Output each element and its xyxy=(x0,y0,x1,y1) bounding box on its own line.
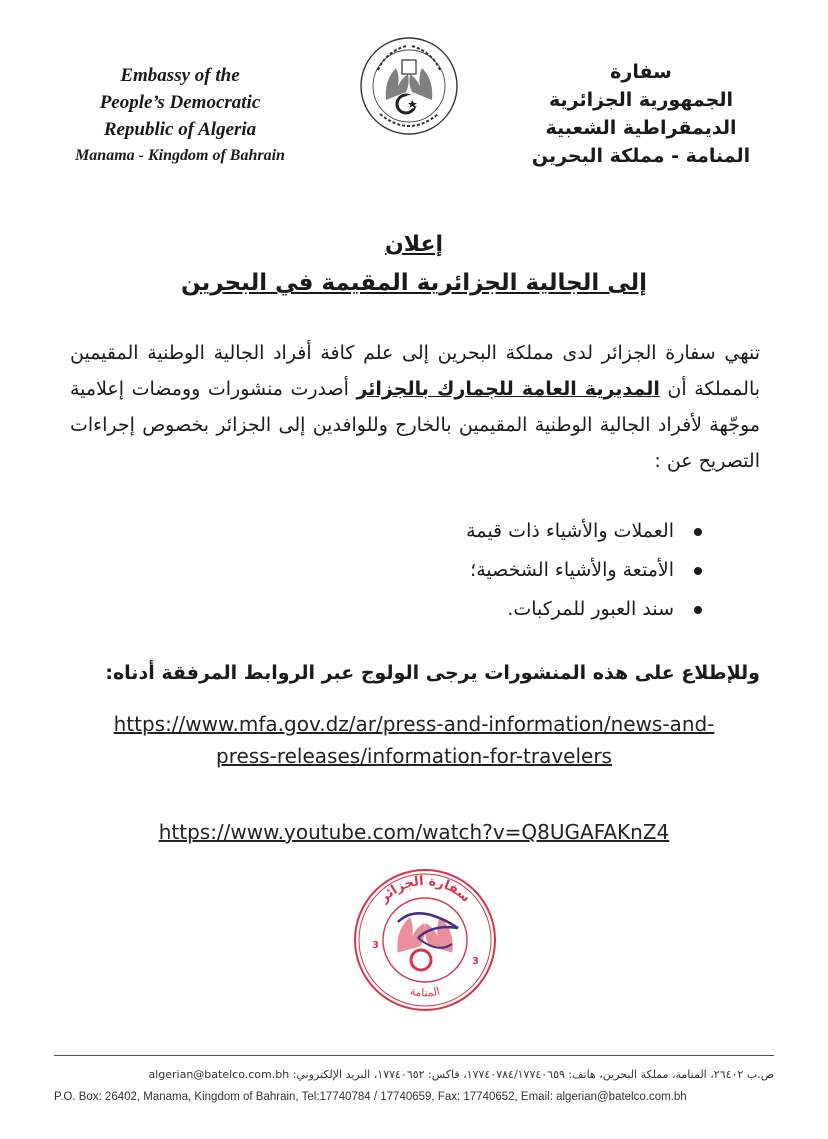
mfa-link-line-1[interactable]: https://www.mfa.gov.dz/ar/press-and-information/news-and- xyxy=(113,712,715,736)
stamp-bottom-text: المنامة xyxy=(408,984,442,1000)
stamp-number-right: 3 xyxy=(472,956,479,967)
youtube-link[interactable]: https://www.youtube.com/watch?v=Q8UGAFAKnZ4 xyxy=(158,820,670,844)
body-text-part-2: أصدرت منشورات وومضات إعلامية موجّهة لأفراد الجالية الوطنية المقيمين بالخارج وللوافدين إلى الجزائر بخصوص إجراءات التصريح عن : xyxy=(70,378,760,472)
footer-divider xyxy=(54,1055,774,1056)
footer-arabic-contact: ص.ب ٢٦٤٠٢، المنامة، مملكة البحرين، هاتف: ١٧٧٤٠٧٨٤/١٧٧٤٠٦٥٩، فاكس: ١٧٧٤٠٦٥٢، البريد الإلكتروني: algerian@batelco.com.bh xyxy=(148,1068,774,1081)
embassy-seal-stamp-icon xyxy=(348,862,502,1018)
access-instructions: وللإطلاع على هذه المنشورات يرجى الولوج عبر الروابط المرفقة أدناه: xyxy=(105,662,760,684)
body-text-part-1: تنهي سفارة الجزائر لدى مملكة البحرين إلى علم كافة أفراد الجالية الوطنية المقيمين بالمملكة أن xyxy=(70,342,761,400)
list-item: الأمتعة والأشياء الشخصية؛ xyxy=(150,551,710,590)
english-letterhead xyxy=(40,62,320,169)
algeria-state-emblem-icon xyxy=(356,30,462,148)
arabic-letterhead xyxy=(506,58,776,170)
mfa-link-line-2[interactable]: press-releases/information-for-travelers xyxy=(216,744,612,768)
declaration-topics-list xyxy=(150,512,710,629)
stamp-number-left: 3 xyxy=(372,940,379,951)
list-item: العملات والأشياء ذات قيمة xyxy=(150,512,710,551)
announcement-subtitle: إلى الجالية الجزائرية المقيمة في البحرين xyxy=(180,270,648,296)
letterhead-en-line-4: Manama - Kingdom of Bahrain xyxy=(75,147,285,164)
letterhead-en-line-1: Embassy of the xyxy=(120,65,240,86)
announcement-title: إعلان xyxy=(384,232,444,257)
footer-english-contact: P.O. Box: 26402, Manama, Kingdom of Bahrain, Tel:17740784 / 17740659, Fax: 17740652, Email: algerian@batelco.com.bh xyxy=(54,1091,687,1103)
letterhead-en-line-2: People’s Democratic xyxy=(99,92,261,113)
announcement-body xyxy=(70,335,760,479)
letterhead-ar-line-3: الديمقراطية الشعبية xyxy=(545,117,737,139)
list-item: سند العبور للمركبات. xyxy=(150,590,710,629)
letterhead-en-line-3: Republic of Algeria xyxy=(103,119,257,140)
mfa-link[interactable] xyxy=(0,708,828,772)
letterhead-ar-line-1: سفارة xyxy=(610,61,672,83)
letterhead-ar-line-4: المنامة - مملكة البحرين xyxy=(531,145,751,167)
body-emphasis-customs: المديرية العامة للجمارك بالجزائر xyxy=(356,378,660,400)
stamp-top-text: سفارة الجزائر xyxy=(376,873,473,906)
letterhead-ar-line-2: الجمهورية الجزائرية xyxy=(548,89,734,111)
